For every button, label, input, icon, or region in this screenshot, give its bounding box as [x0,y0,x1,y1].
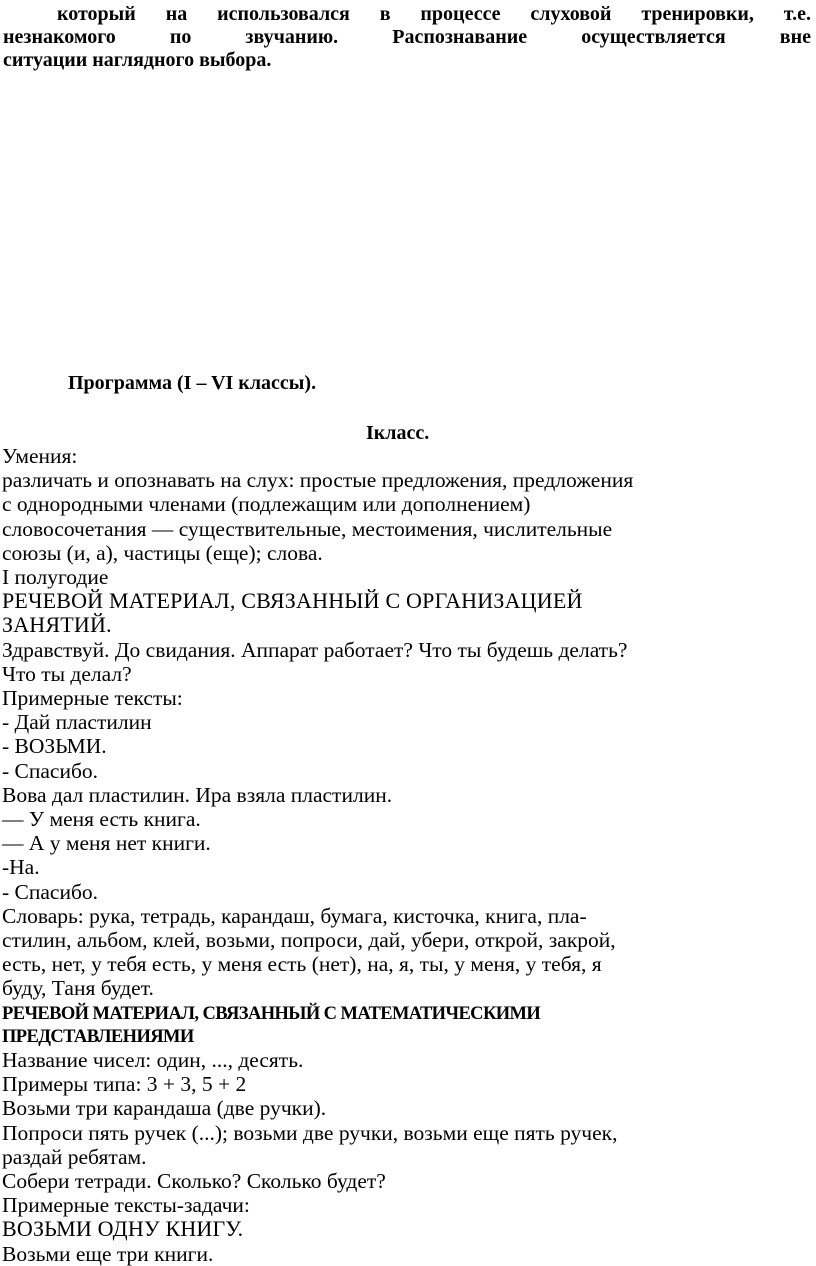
intro-paragraph [3,3,811,72]
skills-line: различать и опознавать на слух: простые предложения, предложения [2,468,634,493]
section2-content [2,1048,814,1266]
skills-line: словосочетания — существительные, местоимения, числительные [2,516,613,541]
vocabulary-line: Словарь: рука, тетрадь, карандаш, бумага, кисточка, книга, пла- [2,903,587,928]
section2-line: Попроси пять ручек (...); возьми две ручки, возьми еще пять ручек, [2,1120,618,1145]
section2-last-line: Возьми еще три книги. [2,1241,214,1266]
skills-line: с однородными членами (подлежащим или дополнением) [2,492,531,517]
phrases-line: Что ты делал? [2,661,132,686]
section2-heading-line: ПРЕДСТАВЛЕНИЯМИ [2,1027,194,1047]
section2-heading-line: РЕЧЕВОЙ МАТЕРИАЛ, СВЯЗАННЫЙ С МАТЕМАТИЧЕСКИМИ [2,1004,541,1024]
skills-line: союзы (и, а), частицы (еще); слова. [2,540,323,565]
class-title: Iкласс. [366,422,430,444]
skills-label: Умения: [2,444,78,468]
vocabulary-line: буду, Таня будет. [2,976,154,1001]
dialog-line: -На. [2,855,40,880]
section1-content [2,444,814,1001]
dialog-line: - Спасибо. [2,879,99,904]
dialog-line: Вова дал пластилин. Ира взяла пластилин. [2,782,393,807]
section2-line: Примерные тексты-задачи: [2,1193,250,1218]
section2-line: Примеры типа: 3 + 3, 5 + 2 [2,1072,247,1097]
dialog-line: - ВОЗЬМИ. [2,734,107,759]
section2-line: раздай ребятам. [2,1144,147,1169]
section1-heading-line: РЕЧЕВОЙ МАТЕРИАЛ, СВЯЗАННЫЙ С ОРГАНИЗАЦИЕЙ [2,588,583,614]
vocabulary-line: есть, нет, у тебя есть, у меня есть (нет), на, я, ты, у меня, у тебя, я [2,952,602,977]
half-year-label: I полугодие [2,565,109,590]
section2-line: Возьми три карандаша (две ручки). [2,1096,327,1121]
section2-line: Название чисел: один, ..., десять. [2,1048,304,1072]
section2-line: Собери тетради. Сколько? Сколько будет? [2,1169,386,1194]
section2-caps-line: ВОЗЬМИ ОДНУ КНИГУ. [2,1216,244,1242]
phrases-line: Здравствуй. До свидания. Аппарат работает? Что ты будешь делать? [2,637,628,662]
dialog-line: — У меня есть книга. [2,807,201,832]
intro-line-1: который на использовался в процессе слуховой тренировки, т.е. [57,3,811,25]
intro-line-2: незнакомого по звучанию. Распознавание осуществляется вне [3,26,811,48]
program-title: Программа (I – VI классы). [68,372,317,394]
dialog-line: - Дай пластилин [2,710,152,735]
intro-line-3: ситуации наглядного выбора. [3,49,272,71]
section2-heading [2,1003,814,1049]
vocabulary-line: стилин, альбом, клей, возьми, попроси, дай, убери, открой, закрой, [2,928,616,953]
dialog-line: — А у меня нет книги. [2,831,211,856]
sample-texts-label: Примерные тексты: [2,686,183,711]
section1-heading-line: ЗАНЯТИЙ. [2,612,112,638]
dialog-line: - Спасибо. [2,758,99,783]
